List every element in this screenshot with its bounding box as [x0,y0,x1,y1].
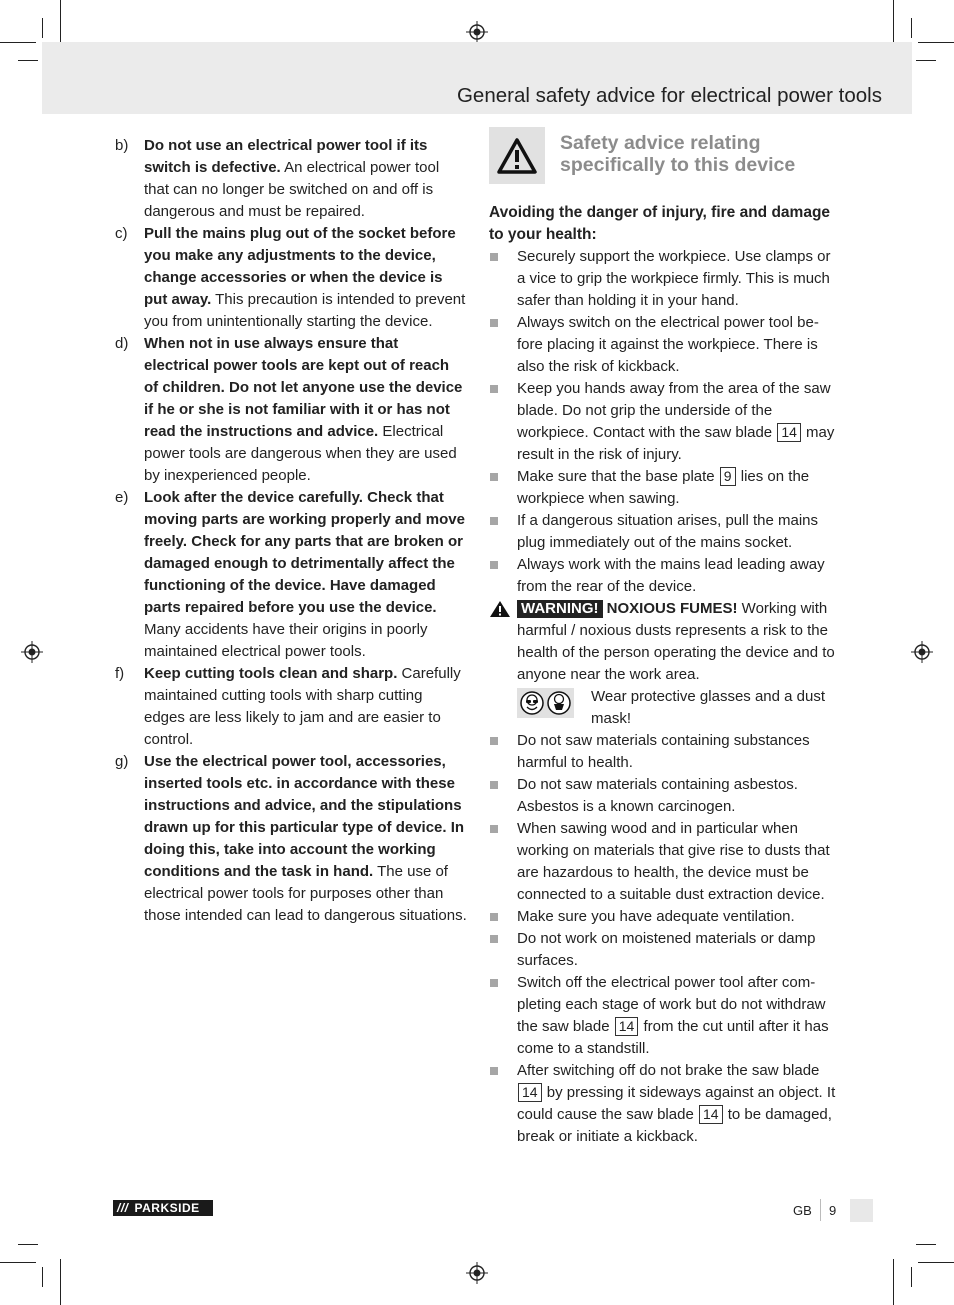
paragraph-text: This precaution is intended to prevent you from unintentionally starting the device. [144,291,466,330]
warning-badge: WARNING! [517,600,603,618]
list-item [489,378,839,466]
ppe-text: Wear protective glasses and a dust mask! [591,688,826,727]
crop-mark [18,1244,38,1245]
part-reference: 14 [615,1017,639,1036]
bullet-text: After switching off do not brake the saw blade [517,1062,820,1079]
crop-mark [60,1259,61,1305]
ppe-note [489,686,839,730]
crop-mark [918,42,954,43]
crop-mark [911,1267,912,1287]
footer-divider [820,1199,821,1221]
list-item [489,1060,839,1148]
part-reference: 14 [777,423,801,442]
page-title: General safety advice for electrical power tools [456,84,882,107]
footer-box [850,1199,873,1222]
bullet-list [489,246,839,598]
safety-paragraph [115,223,467,333]
paragraph-label: g) [115,753,129,770]
bullet-square-icon [490,253,498,261]
bullet-text: Make sure that the base plate [517,468,719,485]
warning-bold: NOXIOUS FUMES! [602,600,738,617]
paragraph-label: e) [115,489,129,506]
bullet-square-icon [490,737,498,745]
paragraph-bold: Keep cutting tools clean and sharp. [144,665,398,682]
crop-mark [18,60,38,61]
paragraph-text: Carefully maintained cutting tools with sharp cutting edges are less likely to jam and are easier to control. [144,665,461,748]
bullet-text: Always work with the mains lead leading away from the rear of the device. [517,556,825,595]
warning-paragraph [489,598,839,686]
bullet-text: When sawing wood and in particular when working on materials that give rise to dusts that are hazardous to health, the device must be connected to a suitable dust extraction device. [517,820,830,903]
bullet-text: Always switch on the electrical power tool before placing it against the workpiece. There is also the risk of kickback. [517,314,819,375]
paragraph-label: b) [115,137,129,154]
paragraph-bold: Use the electrical power tool, accessories, inserted tools etc. in accordance with these instructions and advice, and the stipulations drawn up for this particular type of device. In doing this, take into account the working conditions and the task in hand. [144,753,465,880]
safety-paragraph [115,487,467,663]
bullet-square-icon [490,979,498,987]
registration-mark-icon [911,641,933,663]
protective-glasses-icon [520,691,544,715]
paragraph-label: d) [115,335,129,352]
bullet-text: may result in the risk of injury. [517,424,835,463]
paragraph-text: An electrical power tool that can no longer be switched on and off is dangerous and must be repaired. [144,159,440,220]
paragraph-bold: Look after the device carefully. Check that moving parts are working properly and move freely. Check for any parts that are broken or damaged enough to detrimentally affect the functioning of the device. Have damaged parts repaired before you use the device. [144,489,465,616]
warning-box [489,127,545,184]
section-title: Safety advice relating specifically to this device [560,132,796,176]
bullet-square-icon [490,517,498,525]
bullet-text: lies on the workpiece when sawing. [517,468,810,507]
paragraph-text: Many accidents have their origins in poorly maintained electrical power tools. [144,621,428,660]
section-heading [489,127,839,184]
part-reference: 9 [720,467,736,486]
crop-mark [60,0,61,46]
paragraph-bold: Pull the mains plug out of the socket before you make any adjustments to the device, change accessories or when the device is put away. [144,225,456,308]
bullet-text: Do not saw materials containing asbestos. Asbestos is a known carcinogen. [517,776,798,815]
bullet-text: If a dangerous situation arises, pull the mains plug immediately out of the mains socket. [517,512,819,551]
part-reference: 14 [699,1105,723,1124]
list-item [489,554,839,598]
ppe-icons [517,688,574,718]
paragraph-text: Electrical power tools are dangerous when they are used by inexperienced people. [144,423,457,484]
left-column [115,135,467,927]
bullet-text: Make sure you have adequate ventilation. [517,908,795,925]
warning-triangle-icon [497,138,537,174]
crop-mark [911,18,912,38]
list-item [489,312,839,378]
bullet-text: Switch off the electrical power tool after completing each stage of work but do not withdraw the saw blade [517,974,826,1035]
bullet-square-icon [490,319,498,327]
crop-mark [0,42,36,43]
bullet-square-icon [490,1067,498,1075]
language-code: GB [793,1203,812,1218]
safety-paragraph [115,135,467,223]
crop-mark [916,1244,936,1245]
bullet-text: by pressing it sideways against an object. It could cause the saw blade [517,1084,836,1123]
list-item [489,246,839,312]
bullet-text: to be damaged, break or initiate a kickback. [517,1106,832,1145]
list-item [489,730,839,774]
bullet-list [489,730,839,1148]
paragraph-label: f) [115,665,125,682]
list-item [489,818,839,906]
bullet-square-icon [490,473,498,481]
logo-text: PARKSIDE [134,1201,200,1215]
crop-mark [42,18,43,38]
part-reference: 14 [518,1083,542,1102]
bullet-square-icon [490,825,498,833]
crop-mark [893,0,894,46]
parkside-logo [113,1200,213,1216]
bullet-square-icon [490,561,498,569]
list-item [489,510,839,554]
bullet-text: Keep you hands away from the area of the saw blade. Do not grip the underside of the workpiece. Contact with the saw blade [517,380,831,441]
dust-mask-icon [547,691,571,715]
warning-text: Working with harmful / noxious dusts represents a risk to the health of the person operating the device and to anyone near the work area. [517,600,835,683]
bullet-square-icon [490,385,498,393]
registration-mark-icon [466,1262,488,1284]
warning-small-icon [489,600,511,618]
list-item [489,972,839,1060]
crop-mark [918,1262,954,1263]
paragraph-label: c) [115,225,128,242]
list-item [489,774,839,818]
crop-mark [916,60,936,61]
crop-mark [0,1262,36,1263]
bullet-text: from the cut until after it has come to a standstill. [517,1018,829,1057]
bullet-square-icon [490,913,498,921]
registration-mark-icon [466,21,488,43]
list-item [489,466,839,510]
safety-paragraph [115,751,467,927]
paragraph-text: The use of electrical power tools for purposes other than those intended can lead to dangerous situations. [144,863,467,924]
paragraph-bold: When not in use always ensure that electrical power tools are kept out of reach of children. Do not let anyone use the device if he or she is not familiar with it or has not read the instructions and advice. [144,335,463,440]
logo-slashes: /// [117,1201,129,1215]
bullet-text: Do not work on moistened materials or damp surfaces. [517,930,816,969]
bullet-text: Securely support the workpiece. Use clamps or a vice to grip the workpiece firmly. This is much safer than holding it in your hand. [517,248,831,309]
paragraph-bold: Do not use an electrical power tool if its switch is defective. [144,137,428,176]
bullet-text: Do not saw materials containing substances harmful to health. [517,732,810,771]
list-item [489,906,839,928]
registration-mark-icon [21,641,43,663]
subheading: Avoiding the danger of injury, fire and damage to your health: [489,204,831,243]
crop-mark [893,1259,894,1305]
crop-mark [42,1267,43,1287]
bullet-square-icon [490,935,498,943]
right-column [489,127,839,1148]
safety-paragraph [115,663,467,751]
page-number: 9 [829,1203,837,1218]
bullet-square-icon [490,781,498,789]
list-item [489,928,839,972]
safety-paragraph [115,333,467,487]
